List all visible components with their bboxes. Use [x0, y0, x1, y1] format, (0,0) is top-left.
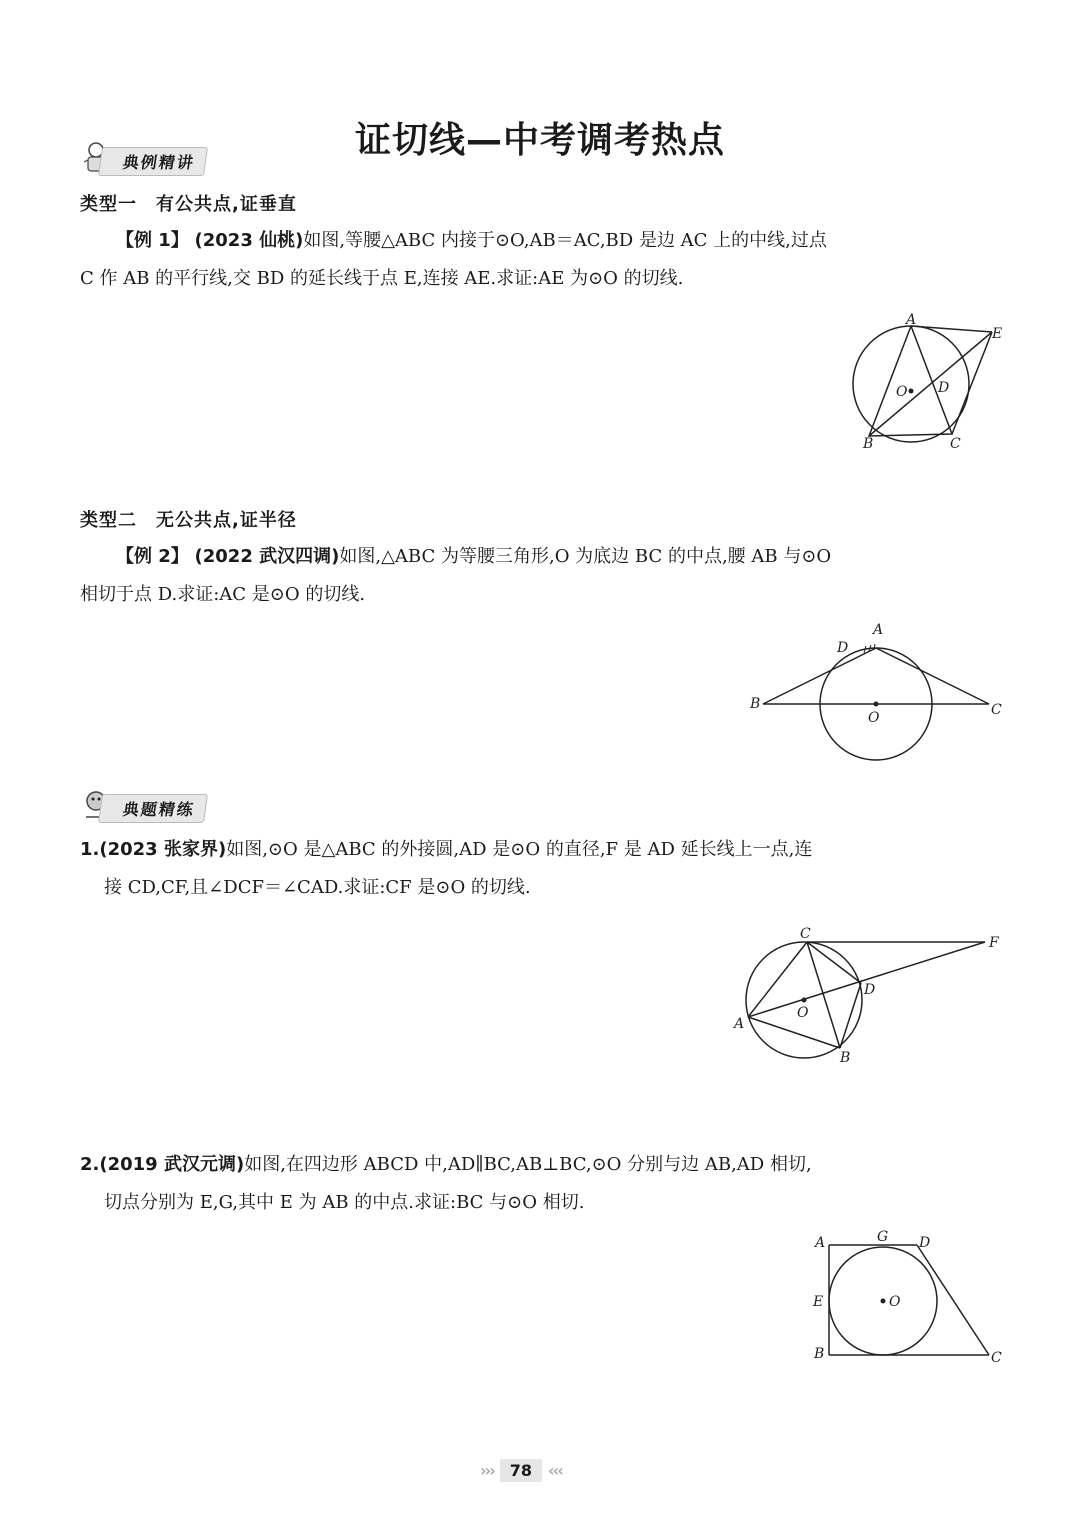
page-number: 78: [500, 1459, 542, 1482]
example2-line1: [80, 538, 1002, 576]
problem2-text: [80, 1146, 1002, 1222]
example2-line2: 相切于点 D.求证:AC 是⊙O 的切线.: [80, 584, 366, 605]
example1-line2: C 作 AB 的平行线,交 BD 的延长线于点 E,连接 AE.求证:AE 为⊙O 的切线.: [80, 268, 684, 289]
type1-heading: 类型一 有公共点,证垂直: [80, 194, 297, 215]
type2-heading: 类型二 无公共点,证半径: [80, 510, 297, 531]
example1-label: 【例 1】: [116, 230, 189, 251]
page-footer: [480, 1459, 562, 1482]
example1-line1-text: 如图,等腰△ABC 内接于⊙O,AB＝AC,BD 是边 AC 上的中线,过点: [303, 230, 827, 251]
example2-line1-text: 如图,△ABC 为等腰三角形,O 为底边 BC 的中点,腰 AB 与⊙O: [339, 546, 832, 567]
label-O: O: [896, 384, 908, 400]
example2-label: 【例 2】: [116, 546, 189, 567]
figure-problem1: [730, 922, 1010, 1067]
label-D: D: [837, 640, 849, 656]
label-C: C: [991, 1350, 1002, 1366]
label-D: D: [919, 1235, 931, 1251]
label-E: E: [813, 1294, 824, 1310]
label-C: C: [800, 926, 811, 942]
problem2-source: (2019 武汉元调): [99, 1154, 245, 1175]
section-badge-exercises: [82, 793, 206, 823]
label-B: B: [814, 1346, 825, 1362]
footer-arrows-right: ‹‹‹: [548, 1461, 562, 1480]
problem2-line2: 切点分别为 E,G,其中 E 为 AB 的中点.求证:BC 与⊙O 相切.: [104, 1192, 585, 1213]
label-F: F: [989, 935, 999, 951]
example2-source: (2022 武汉四调): [194, 546, 340, 567]
label-A: A: [734, 1016, 745, 1032]
label-O: O: [889, 1294, 901, 1310]
label-G: G: [877, 1229, 889, 1245]
problem1-text: [80, 831, 1002, 907]
label-A: A: [873, 622, 884, 638]
example1-text: [80, 222, 1002, 298]
problem1-line1-text: 如图,⊙O 是△ABC 的外接圆,AD 是⊙O 的直径,F 是 AD 延长线上一点,连: [226, 839, 813, 860]
problem1-source: (2023 张家界): [99, 839, 227, 860]
label-B: B: [863, 436, 874, 452]
label-E: E: [992, 326, 1003, 342]
label-O: O: [797, 1005, 809, 1021]
figure-problem2: [805, 1225, 1035, 1370]
label-B: B: [750, 696, 761, 712]
example1-source: (2023 仙桃): [194, 230, 304, 251]
problem2-number: 2.: [80, 1154, 100, 1175]
label-B: B: [840, 1050, 851, 1066]
problem1-line1: [80, 831, 1002, 869]
figure-example1: [840, 310, 1020, 460]
label-D: D: [864, 982, 876, 998]
label-A: A: [815, 1235, 826, 1251]
problem2-line1-text: 如图,在四边形 ABCD 中,AD∥BC,AB⊥BC,⊙O 分别与边 AB,AD 相切,: [244, 1154, 812, 1175]
label-O: O: [868, 710, 880, 726]
figure-example2: [745, 618, 1015, 768]
label-A: A: [906, 312, 917, 328]
footer-arrows-left: ›››: [480, 1461, 494, 1480]
label-D: D: [938, 380, 950, 396]
problem1-line2: 接 CD,CF,且∠DCF＝∠CAD.求证:CF 是⊙O 的切线.: [104, 877, 531, 898]
label-C: C: [950, 436, 961, 452]
page-title: 证切线—中考调考热点: [354, 120, 725, 161]
example2-text: [80, 538, 1002, 614]
example1-line1: [80, 222, 1002, 260]
section-badge-examples: [82, 146, 206, 176]
label-C: C: [991, 702, 1002, 718]
problem1-number: 1.: [80, 839, 100, 860]
section-badge-label: 典题精练: [98, 794, 208, 823]
problem2-line1: [80, 1146, 1002, 1184]
section-badge-label: 典例精讲: [98, 147, 208, 176]
